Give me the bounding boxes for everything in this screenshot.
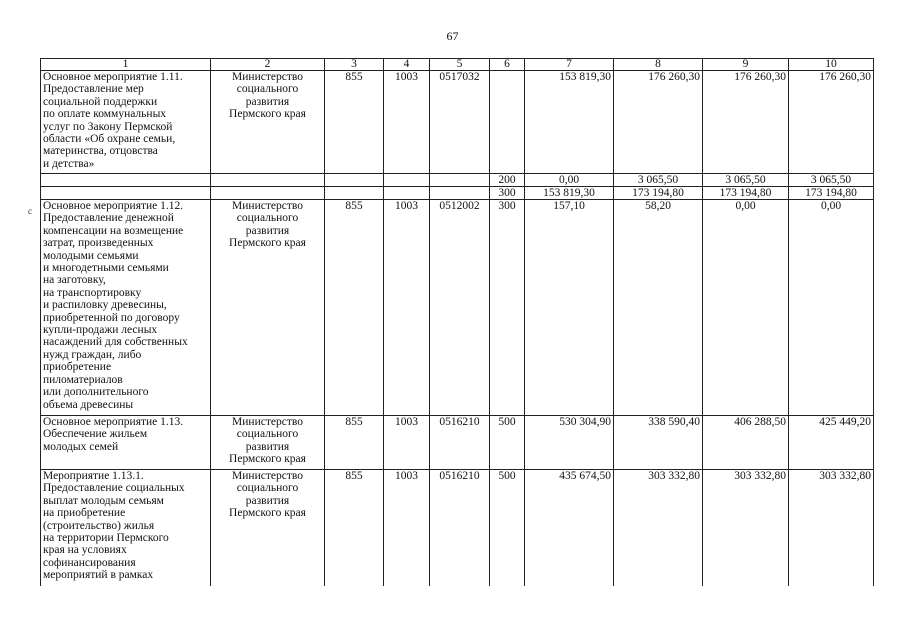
expense-type-code: 500: [490, 416, 525, 470]
measure-description: Мероприятие 1.13.1. Предоставление социальных выплат молодым семьям на приобретение (строительство) жилья на территории Пермского края на условиях софинансирования мероприятий в рамках: [41, 470, 211, 586]
amount-col8: 338 590,40: [614, 416, 703, 470]
amount-col10: 425 449,20: [789, 416, 874, 470]
amount-col8: 3 065,50: [614, 174, 703, 187]
amount-col9: 0,00: [703, 200, 789, 416]
amount-col9: 176 260,30: [703, 71, 789, 174]
target-article-code: 0517032: [430, 71, 490, 174]
responsible-org: Министерство социального развития Пермского края: [211, 71, 325, 174]
amount-col7: 153 819,30: [525, 71, 614, 174]
measure-description: Основное мероприятие 1.12. Предоставление денежной компенсации на возмещение затрат, произведенных молодыми семьями и многодетными семьями на заготовку, на транспортировку и распиловку древесины, приобретенной по договору купли-продажи лесных насаждений для собственных нужд граждан, либо приобретение пиломатериалов или дополнительного объема древесины: [41, 200, 211, 416]
table-row: [41, 200, 874, 416]
ministry-code: 855: [325, 200, 384, 416]
section-code: 1003: [384, 200, 430, 416]
measure-description: Основное мероприятие 1.13. Обеспечение жильем молодых семей: [41, 416, 211, 470]
column-header: 4: [384, 59, 430, 71]
measure-description: Основное мероприятие 1.11. Предоставление мер социальной поддержки по оплате коммунальных услуг по Закону Пермской области «Об охране семьи, материнства, отцовства и детства»: [41, 71, 211, 174]
amount-col7: 157,10: [525, 200, 614, 416]
column-header: 3: [325, 59, 384, 71]
section-code: 1003: [384, 416, 430, 470]
amount-col7: 153 819,30: [525, 187, 614, 200]
budget-table: [40, 58, 874, 586]
responsible-org: Министерство социального развития Пермского края: [211, 200, 325, 416]
column-header: 10: [789, 59, 874, 71]
table-row: [41, 470, 874, 586]
target-article-code: 0516210: [430, 470, 490, 586]
column-header: 8: [614, 59, 703, 71]
amount-col9: 3 065,50: [703, 174, 789, 187]
table-subrow: [41, 174, 874, 187]
table-row: [41, 416, 874, 470]
ministry-code: 855: [325, 416, 384, 470]
amount-col8: 176 260,30: [614, 71, 703, 174]
section-code: 1003: [384, 71, 430, 174]
amount-col10: 173 194,80: [789, 187, 874, 200]
target-article-code: 0512002: [430, 200, 490, 416]
header-row: [41, 59, 874, 71]
column-header: 6: [490, 59, 525, 71]
expense-type-code: 200: [490, 174, 525, 187]
amount-col10: 0,00: [789, 200, 874, 416]
amount-col8: 58,20: [614, 200, 703, 416]
ministry-code: 855: [325, 470, 384, 586]
column-header: 1: [41, 59, 211, 71]
amount-col7: 530 304,90: [525, 416, 614, 470]
amount-col9: 173 194,80: [703, 187, 789, 200]
column-header: 9: [703, 59, 789, 71]
amount-col9: 406 288,50: [703, 416, 789, 470]
amount-col10: 303 332,80: [789, 470, 874, 586]
expense-type-code: 500: [490, 470, 525, 586]
column-header: 2: [211, 59, 325, 71]
page-number: 67: [446, 29, 459, 43]
expense-type-code: 300: [490, 200, 525, 416]
responsible-org: Министерство социального развития Пермского края: [211, 470, 325, 586]
responsible-org: Министерство социального развития Пермского края: [211, 416, 325, 470]
section-code: 1003: [384, 470, 430, 586]
amount-col10: 176 260,30: [789, 71, 874, 174]
amount-col9: 303 332,80: [703, 470, 789, 586]
amount-col8: 173 194,80: [614, 187, 703, 200]
column-header: 5: [430, 59, 490, 71]
amount-col7: 435 674,50: [525, 470, 614, 586]
amount-col10: 3 065,50: [789, 174, 874, 187]
target-article-code: 0516210: [430, 416, 490, 470]
amount-col8: 303 332,80: [614, 470, 703, 586]
expense-type-code: 300: [490, 187, 525, 200]
table-row: [41, 71, 874, 174]
margin-mark: c: [28, 206, 32, 216]
column-header: 7: [525, 59, 614, 71]
ministry-code: 855: [325, 71, 384, 174]
expense-type-code: [490, 71, 525, 174]
amount-col7: 0,00: [525, 174, 614, 187]
table-subrow: [41, 187, 874, 200]
